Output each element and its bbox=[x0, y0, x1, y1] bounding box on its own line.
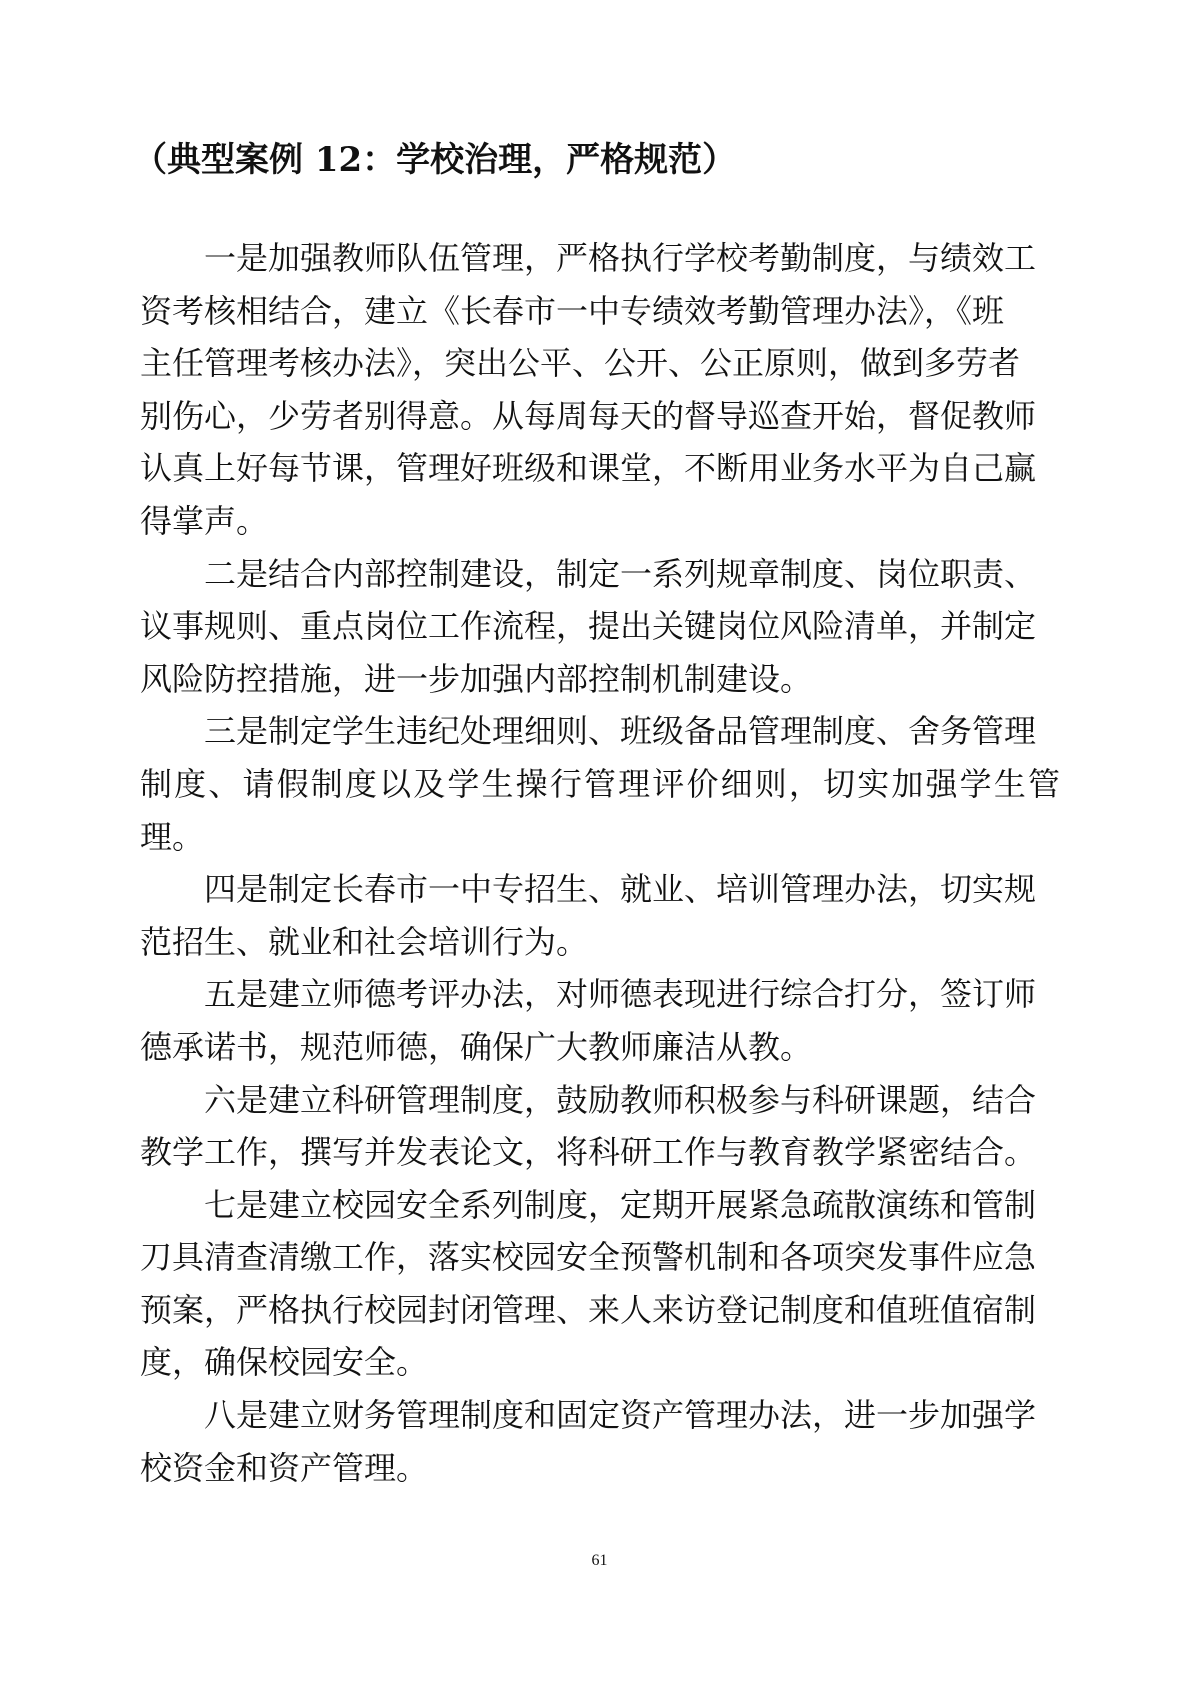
paragraph-5: 五是建立师德考评办法，对师德表现进行综合打分，签订师 德承诺书，规范师德，确保广大教师廉洁从教。 bbox=[140, 975, 1037, 1066]
case-heading: （典型案例 12：学校治理，严格规范） bbox=[133, 140, 737, 180]
page-number: 61 bbox=[591, 1552, 608, 1569]
paragraph-1: 一是加强教师队伍管理，严格执行学校考勤制度，与绩效工 资考核相结合，建立《长春市一中专绩效考勤管理办法》，《班 主任管理考核办法》，突出公平、公开、公正原则，做到多劳者 别伤心，少劳者别得意。从每周每天的督导巡查开始，督促教师 认真上好每节课，管理好班级和课堂，不断用业务水平为自己赢 得掌声。 bbox=[140, 239, 1037, 540]
paragraph-8: 八是建立财务管理制度和固定资产管理办法，进一步加强学 校资金和资产管理。 bbox=[140, 1396, 1037, 1487]
paragraph-6: 六是建立科研管理制度，鼓励教师积极参与科研课题，结合 教学工作，撰写并发表论文，将科研工作与教育教学紧密结合。 bbox=[140, 1080, 1037, 1172]
paragraph-7: 七是建立校园安全系列制度，定期开展紧急疏散演练和管制 刀具清查清缴工作，落实校园安全预警机制和各项突发事件应急 预案，严格执行校园封闭管理、来人来访登记制度和值班值宿制 度，确保校园安全。 bbox=[140, 1185, 1037, 1382]
paragraph-2: 二是结合内部控制建设，制定一系列规章制度、岗位职责、 议事规则、重点岗位工作流程，提出关键岗位风险清单，并制定 风险防控措施，进一步加强内部控制机制建设。 bbox=[140, 554, 1037, 698]
body-text bbox=[140, 232, 1060, 1494]
paragraph-3: 三是制定学生违纪处理细则、班级备品管理制度、舍务管理 制度、请假制度以及学生操行管理评价细则，切实加强学生管理。 bbox=[140, 712, 1060, 856]
paragraph-4: 四是制定长春市一中专招生、就业、培训管理办法，切实规 范招生、就业和社会培训行为。 bbox=[140, 870, 1037, 961]
